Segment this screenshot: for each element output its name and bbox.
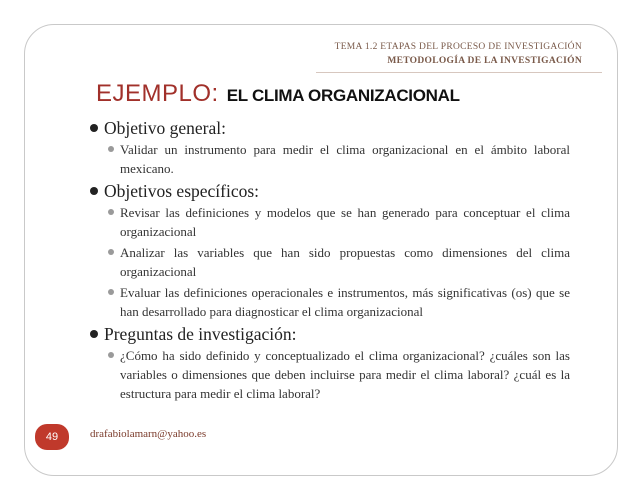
title-word: EJEMPLO: xyxy=(96,80,219,107)
slide-title xyxy=(96,80,460,108)
slide-content xyxy=(90,115,570,405)
page-number-badge: 49 xyxy=(35,424,69,450)
bullet-icon xyxy=(108,209,114,215)
bullet-icon xyxy=(108,146,114,152)
bullet-icon xyxy=(108,249,114,255)
slide-header xyxy=(335,40,582,68)
section-heading-objetivos-especificos: Objetivos específicos: xyxy=(90,182,570,201)
list-item: Evaluar las definiciones operacionales e instrumentos, más significativas (os) que se han desarrollado para diagnosticar el clima organizacional xyxy=(90,283,570,321)
bullet-icon xyxy=(90,187,98,195)
bullet-icon xyxy=(90,330,98,338)
bullet-icon xyxy=(108,289,114,295)
header-divider xyxy=(316,72,602,73)
header-course: METODOLOGÍA DE LA INVESTIGACIÓN xyxy=(387,56,582,66)
title-topic: EL CLIMA ORGANIZACIONAL xyxy=(226,86,460,105)
list-item: Analizar las variables que han sido propuestas como dimensiones del clima organizacional xyxy=(90,243,570,281)
section-heading-objetivo-general: Objetivo general: xyxy=(90,119,570,138)
section-heading-preguntas: Preguntas de investigación: xyxy=(90,325,570,344)
bullet-icon xyxy=(108,352,114,358)
list-item: Validar un instrumento para medir el clima organizacional en el ámbito laboral mexicano. xyxy=(90,140,570,178)
bullet-icon xyxy=(90,124,98,132)
list-item: ¿Cómo ha sido definido y conceptualizado el clima organizacional? ¿cuáles son las variables o dimensiones que deben incluirse para medir el clima laboral? ¿cuál es la estructura para medir el clima laboral? xyxy=(90,346,570,403)
footer-email: drafabiolamarn@yahoo.es xyxy=(90,428,207,440)
header-topic: TEMA 1.2 ETAPAS DEL PROCESO DE INVESTIGACIÓN xyxy=(334,42,582,52)
list-item: Revisar las definiciones y modelos que se han generado para conceptuar el clima organizacional xyxy=(90,203,570,241)
